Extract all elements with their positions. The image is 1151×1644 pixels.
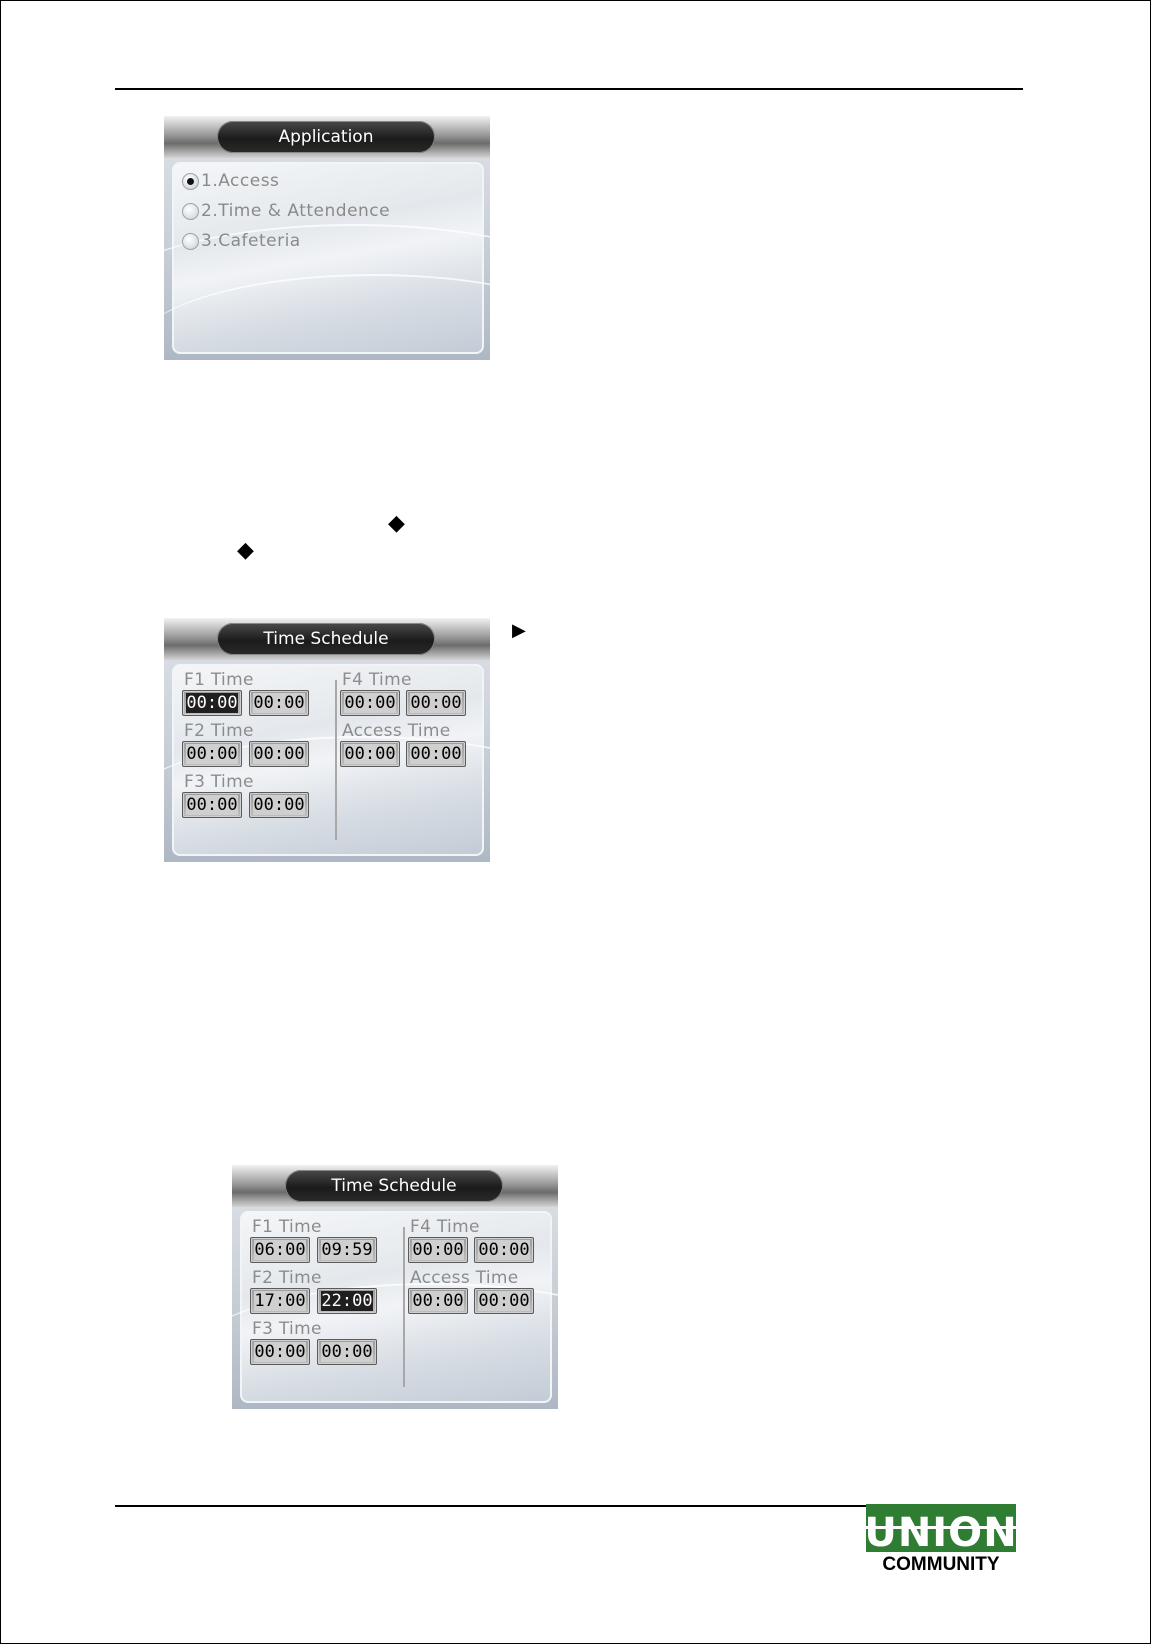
f1-end-field[interactable]: 09:59 xyxy=(317,1237,377,1263)
svg-text:UNION: UNION xyxy=(866,1510,1016,1556)
f2-start-field[interactable]: 00:00 xyxy=(182,741,242,767)
diamond-icon: ◆ xyxy=(237,538,254,563)
time-schedule-default-screen xyxy=(164,618,490,862)
application-screen xyxy=(164,116,490,360)
access-time-label: Access Time xyxy=(410,1268,519,1288)
access-start-field[interactable]: 00:00 xyxy=(408,1288,468,1314)
f3-end-field[interactable]: 00:00 xyxy=(317,1339,377,1365)
access-end-field[interactable]: 00:00 xyxy=(474,1288,534,1314)
screen-panel xyxy=(240,1211,552,1403)
access-start-field[interactable]: 00:00 xyxy=(340,741,400,767)
f4-start-field[interactable]: 00:00 xyxy=(408,1237,468,1263)
arrow-icon: ▶ xyxy=(512,620,526,641)
f1-time-label: F1 Time xyxy=(252,1217,322,1237)
time-schedule-example-screen xyxy=(232,1165,558,1409)
f4-start-field[interactable]: 00:00 xyxy=(340,690,400,716)
option-label: 3.Cafeteria xyxy=(201,231,301,251)
option-time-attendance[interactable] xyxy=(182,198,390,224)
f4-time-label: F4 Time xyxy=(342,670,412,690)
logo-graphic xyxy=(866,1504,1016,1572)
f3-end-field[interactable]: 00:00 xyxy=(249,792,309,818)
access-time-label: Access Time xyxy=(342,721,451,741)
option-cafeteria[interactable] xyxy=(182,228,301,254)
column-divider xyxy=(403,1227,405,1387)
option-label: 1.Access xyxy=(201,171,280,191)
option-access[interactable] xyxy=(182,168,279,194)
screen-title: Time Schedule xyxy=(217,623,435,655)
f2-start-field[interactable]: 17:00 xyxy=(250,1288,310,1314)
svg-text:COMMUNITY: COMMUNITY xyxy=(882,1554,1000,1572)
f3-time-label: F3 Time xyxy=(252,1319,322,1339)
f2-time-label: F2 Time xyxy=(184,721,254,741)
radio-icon xyxy=(182,233,199,250)
screen-panel xyxy=(172,664,484,856)
f1-end-field[interactable]: 00:00 xyxy=(249,690,309,716)
f1-start-field[interactable]: 00:00 xyxy=(182,690,242,716)
diamond-icon: ◆ xyxy=(388,511,405,536)
radio-icon xyxy=(182,203,199,220)
f3-start-field[interactable]: 00:00 xyxy=(250,1339,310,1365)
union-community-logo xyxy=(866,1504,1016,1572)
option-label: 2.Time & Attendence xyxy=(201,201,391,221)
f4-end-field[interactable]: 00:00 xyxy=(406,690,466,716)
access-end-field[interactable]: 00:00 xyxy=(406,741,466,767)
f1-time-label: F1 Time xyxy=(184,670,254,690)
f4-time-label: F4 Time xyxy=(410,1217,480,1237)
radio-selected-icon xyxy=(182,173,199,190)
screen-title: Time Schedule xyxy=(285,1170,503,1202)
f2-end-field[interactable]: 22:00 xyxy=(317,1288,377,1314)
screen-panel xyxy=(172,162,484,354)
f1-start-field[interactable]: 06:00 xyxy=(250,1237,310,1263)
column-divider xyxy=(335,680,337,840)
header-rule xyxy=(115,88,1023,90)
f2-end-field[interactable]: 00:00 xyxy=(249,741,309,767)
f2-time-label: F2 Time xyxy=(252,1268,322,1288)
f4-end-field[interactable]: 00:00 xyxy=(474,1237,534,1263)
f3-start-field[interactable]: 00:00 xyxy=(182,792,242,818)
screen-title: Application xyxy=(217,121,435,153)
f3-time-label: F3 Time xyxy=(184,772,254,792)
